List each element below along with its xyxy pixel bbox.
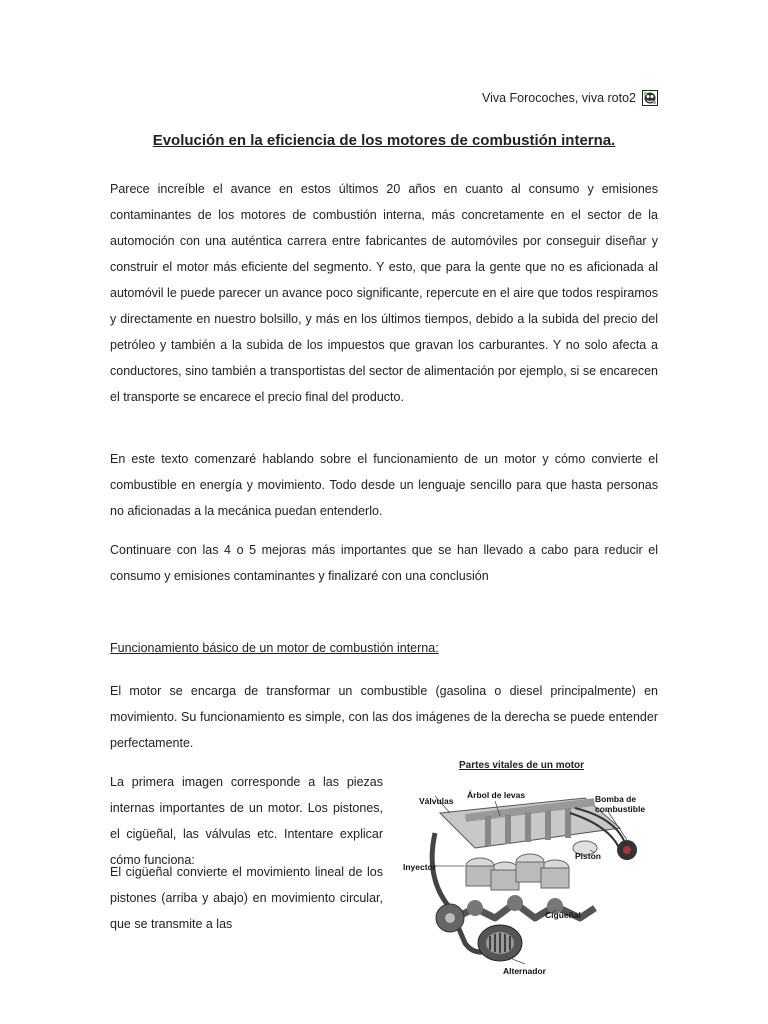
header	[482, 90, 658, 106]
document-title: Evolución en la eficiencia de los motores de combustión interna.	[152, 132, 616, 149]
logo-icon	[642, 90, 658, 106]
label-injector: Inyector	[403, 862, 437, 872]
paragraph-intro: Parece increíble el avance en estos últimos 20 años en cuanto al consumo y emisiones contaminantes de los motores de combustión interna, más concretamente en el sector de la automoción con una auténtica carrera entre fabricantes de automóviles por conseguir diseñar y construir el motor más eficiente del segmento. Y esto, que para la gente que no es aficionada al automóvil le puede parecer un avance poco significante, repercute en el aire que todos respiramos y directamente en nuestro bolsillo, y más en los últimos tiempos, debido a la subida del precio del petróleo y también a la subida de los impuestos que gravan los carburantes. Y no solo afecta a conductores, sino también a transportistas del sector de alimentación por ejemplo, si se encarecen el transporte se encarece el precio final del producto.	[110, 182, 658, 404]
label-piston: Piston	[575, 851, 601, 861]
label-alternator: Alternador	[503, 966, 546, 976]
paragraph-overview: En este texto comenzaré hablando sobre el funcionamiento de un motor y cómo convierte el combustible en energía y movimiento. Todo desde un lenguaje sencillo para que hasta personas no aficionadas a la mecánica puedan entenderlo.	[110, 452, 658, 518]
label-valves: Válvulas	[419, 796, 454, 806]
header-text: Viva Forocoches, viva roto2	[481, 91, 636, 105]
label-camshaft: Árbol de levas	[467, 790, 526, 800]
label-fuel-pump: Bomba de combustible	[595, 794, 646, 814]
paragraph-engine-function: El motor se encarga de transformar un combustible (gasolina o diesel principalmente) en movimiento. Su funcionamiento es simple, con las dos imágenes de la derecha se puede entender perfectamente.	[110, 684, 658, 750]
paragraph-crankshaft: El cigüeñal convierte el movimiento lineal de los pistones (arriba y abajo) en movimiento circular, que se transmite a las	[110, 865, 383, 931]
section-heading: Funcionamiento básico de un motor de combustión interna:	[110, 641, 439, 655]
figure-title: Partes vitales de un motor	[459, 760, 585, 771]
paragraph-first-image: La primera imagen corresponde a las piezas internas importantes de un motor. Los pistones, el cigüeñal, las válvulas etc. Intentare explicar cómo funciona:	[110, 775, 383, 867]
label-crankshaft: Cigüeñal	[545, 910, 581, 920]
engine-diagram-figure	[395, 758, 665, 983]
paragraph-plan: Continuare con las 4 o 5 mejoras más importantes que se han llevado a cabo para reducir el consumo y emisiones contaminantes y finalizaré con una conclusión	[110, 543, 658, 583]
